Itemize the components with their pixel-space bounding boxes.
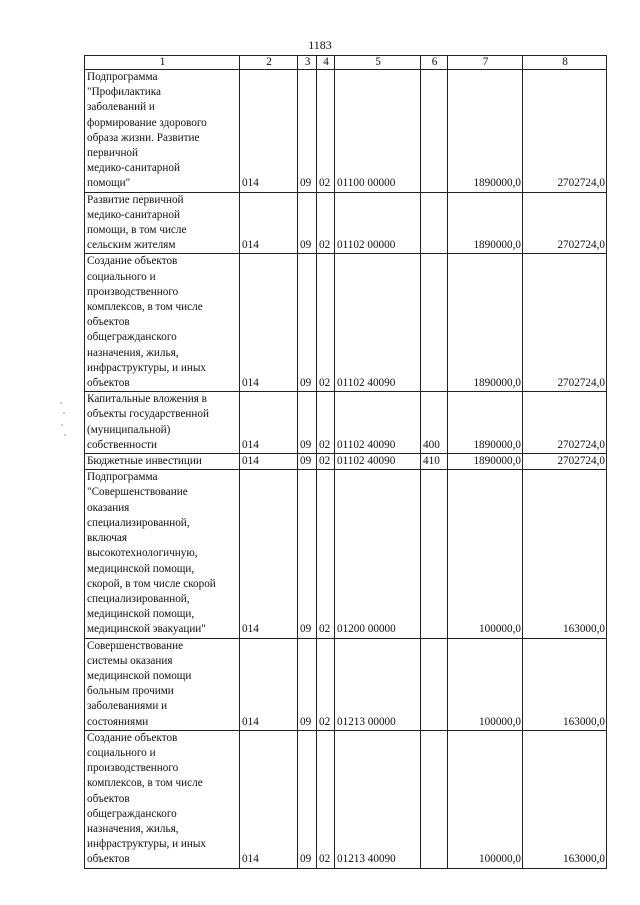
row-name-line: инфраструктуры, и иных [87,361,207,374]
row-name-line: объектов [87,377,130,390]
table-row [85,454,607,470]
target-article-cell: 01213 40090 [335,730,421,868]
amount-col7-cell: 100000,0 [448,470,523,638]
row-name-line: специализированной, [87,592,190,605]
subsection-code-cell: 02 [317,638,335,730]
row-name-line: общегражданского [87,807,177,820]
row-name-line: социального и [87,270,156,283]
table-row [85,638,607,730]
expense-type-cell [421,254,448,392]
amount-col7-cell: 1890000,0 [448,454,523,470]
column-header-4: 4 [317,56,335,70]
table-row [85,70,607,193]
column-header-1: 1 [85,56,240,70]
row-name-cell [85,70,240,193]
row-name-line: медицинской помощи [87,669,192,682]
row-name-line: больным прочими [87,685,174,698]
row-name-line: высокотехнологичную, [87,547,198,560]
row-name-line: образа жизни. Развитие [87,131,200,144]
section-code-cell: 09 [298,70,317,193]
row-name-line: собственности [87,438,157,451]
amount-col7-cell: 1890000,0 [448,254,523,392]
section-code-cell: 09 [298,192,317,254]
scan-artifact [60,400,66,440]
target-article-cell: 01200 00000 [335,470,421,638]
subsection-code-cell: 02 [317,70,335,193]
subsection-code-cell: 02 [317,730,335,868]
row-name-line: Развитие первичной [87,193,184,206]
table-row [85,470,607,638]
row-name-cell [85,730,240,868]
row-name-line: общегражданского [87,331,177,344]
row-name-line: производственного [87,762,179,775]
row-name-line: медико-санитарной [87,162,180,175]
section-code-cell: 09 [298,254,317,392]
amount-col8-cell: 2702724,0 [523,70,607,193]
ministry-code-cell: 014 [240,470,298,638]
row-name-line: Создание объектов [87,255,178,268]
row-name-line: инфраструктуры, и иных [87,838,207,851]
target-article-cell: 01102 40090 [335,454,421,470]
amount-col7-cell: 1890000,0 [448,70,523,193]
row-name-line: заболеваний и [87,101,155,114]
column-header-5: 5 [335,56,421,70]
amount-col7-cell: 100000,0 [448,730,523,868]
ministry-code-cell: 014 [240,192,298,254]
table-row [85,730,607,868]
row-name-line: Подпрограмма [87,71,158,83]
amount-col7-cell: 1890000,0 [448,192,523,254]
column-header-8: 8 [523,56,607,70]
row-name-line: состояниями [87,715,149,728]
amount-col8-cell: 2702724,0 [523,192,607,254]
row-name-line: системы оказания [87,654,173,667]
row-name-line: медицинской эвакуации" [87,623,206,636]
row-name-cell [85,392,240,454]
table-row [85,254,607,392]
row-name-line: первичной [87,147,139,160]
row-name-line: медико-санитарной [87,208,180,221]
row-name-cell [85,454,240,470]
table-body [85,70,607,869]
amount-col8-cell: 163000,0 [523,638,607,730]
target-article-cell: 01213 00000 [335,638,421,730]
row-name-line: объектов [87,853,130,866]
amount-col8-cell: 2702724,0 [523,392,607,454]
row-name-line: скорой, в том числе скорой [87,577,216,590]
amount-col8-cell: 2702724,0 [523,454,607,470]
row-name-line: специализированной, [87,516,190,529]
ministry-code-cell: 014 [240,70,298,193]
column-header-2: 2 [240,56,298,70]
row-name-line: объекты государственной [87,408,209,421]
subsection-code-cell: 02 [317,254,335,392]
row-name-cell [85,638,240,730]
row-name-line: Капитальные вложения в [87,393,207,406]
ministry-code-cell: 014 [240,392,298,454]
row-name-line: "Совершенствование [87,486,188,499]
section-code-cell: 09 [298,392,317,454]
subsection-code-cell: 02 [317,392,335,454]
table-row [85,192,607,254]
expense-type-cell [421,192,448,254]
column-header-3: 3 [298,56,317,70]
amount-col7-cell: 1890000,0 [448,392,523,454]
expense-type-cell [421,470,448,638]
row-name-line: заболеваниями и [87,700,168,713]
row-name-line: комплексов, в том числе [87,301,203,314]
section-code-cell: 09 [298,638,317,730]
expense-type-cell: 400 [421,392,448,454]
row-name-line: (муниципальной) [87,423,171,436]
row-name-line: объектов [87,316,130,329]
row-name-line: включая [87,532,127,545]
row-name-line: комплексов, в том числе [87,777,203,790]
target-article-cell: 01100 00000 [335,70,421,193]
target-article-cell: 01102 00000 [335,192,421,254]
row-name-line: социального и [87,746,156,759]
ministry-code-cell: 014 [240,638,298,730]
expense-type-cell [421,70,448,193]
row-name-cell [85,192,240,254]
budget-table [84,55,607,869]
row-name-line: Подпрограмма [87,471,158,484]
amount-col8-cell: 163000,0 [523,470,607,638]
row-name-line: объектов [87,792,130,805]
table-row [85,392,607,454]
subsection-code-cell: 02 [317,454,335,470]
row-name-line: помощи, в том числе [87,224,187,237]
subsection-code-cell: 02 [317,470,335,638]
row-name-cell [85,254,240,392]
expense-type-cell [421,638,448,730]
row-name-line: "Профилактика [87,86,162,99]
table-header-row [85,56,607,70]
row-name-cell [85,470,240,638]
expense-type-cell: 410 [421,454,448,470]
amount-col8-cell: 2702724,0 [523,254,607,392]
expense-type-cell [421,730,448,868]
row-name-line: назначения, жилья, [87,822,179,835]
section-code-cell: 09 [298,470,317,638]
row-name-line: производственного [87,285,179,298]
ministry-code-cell: 014 [240,454,298,470]
row-name-line: Бюджетные инвестиции [87,455,202,468]
target-article-cell: 01102 40090 [335,392,421,454]
ministry-code-cell: 014 [240,254,298,392]
row-name-line: Совершенствование [87,639,184,652]
row-name-line: Создание объектов [87,731,178,744]
row-name-line: сельским жителям [87,239,176,252]
column-header-7: 7 [448,56,523,70]
row-name-line: назначения, жилья, [87,346,179,359]
subsection-code-cell: 02 [317,192,335,254]
row-name-line: формирование здорового [87,116,207,129]
target-article-cell: 01102 40090 [335,254,421,392]
column-header-6: 6 [421,56,448,70]
section-code-cell: 09 [298,730,317,868]
row-name-line: помощи" [87,177,131,190]
row-name-line: медицинской помощи, [87,608,195,621]
amount-col8-cell: 163000,0 [523,730,607,868]
section-code-cell: 09 [298,454,317,470]
ministry-code-cell: 014 [240,730,298,868]
row-name-line: оказания [87,501,130,514]
row-name-line: медицинской помощи, [87,562,195,575]
amount-col7-cell: 100000,0 [448,638,523,730]
page-number: 1183 [308,38,332,52]
